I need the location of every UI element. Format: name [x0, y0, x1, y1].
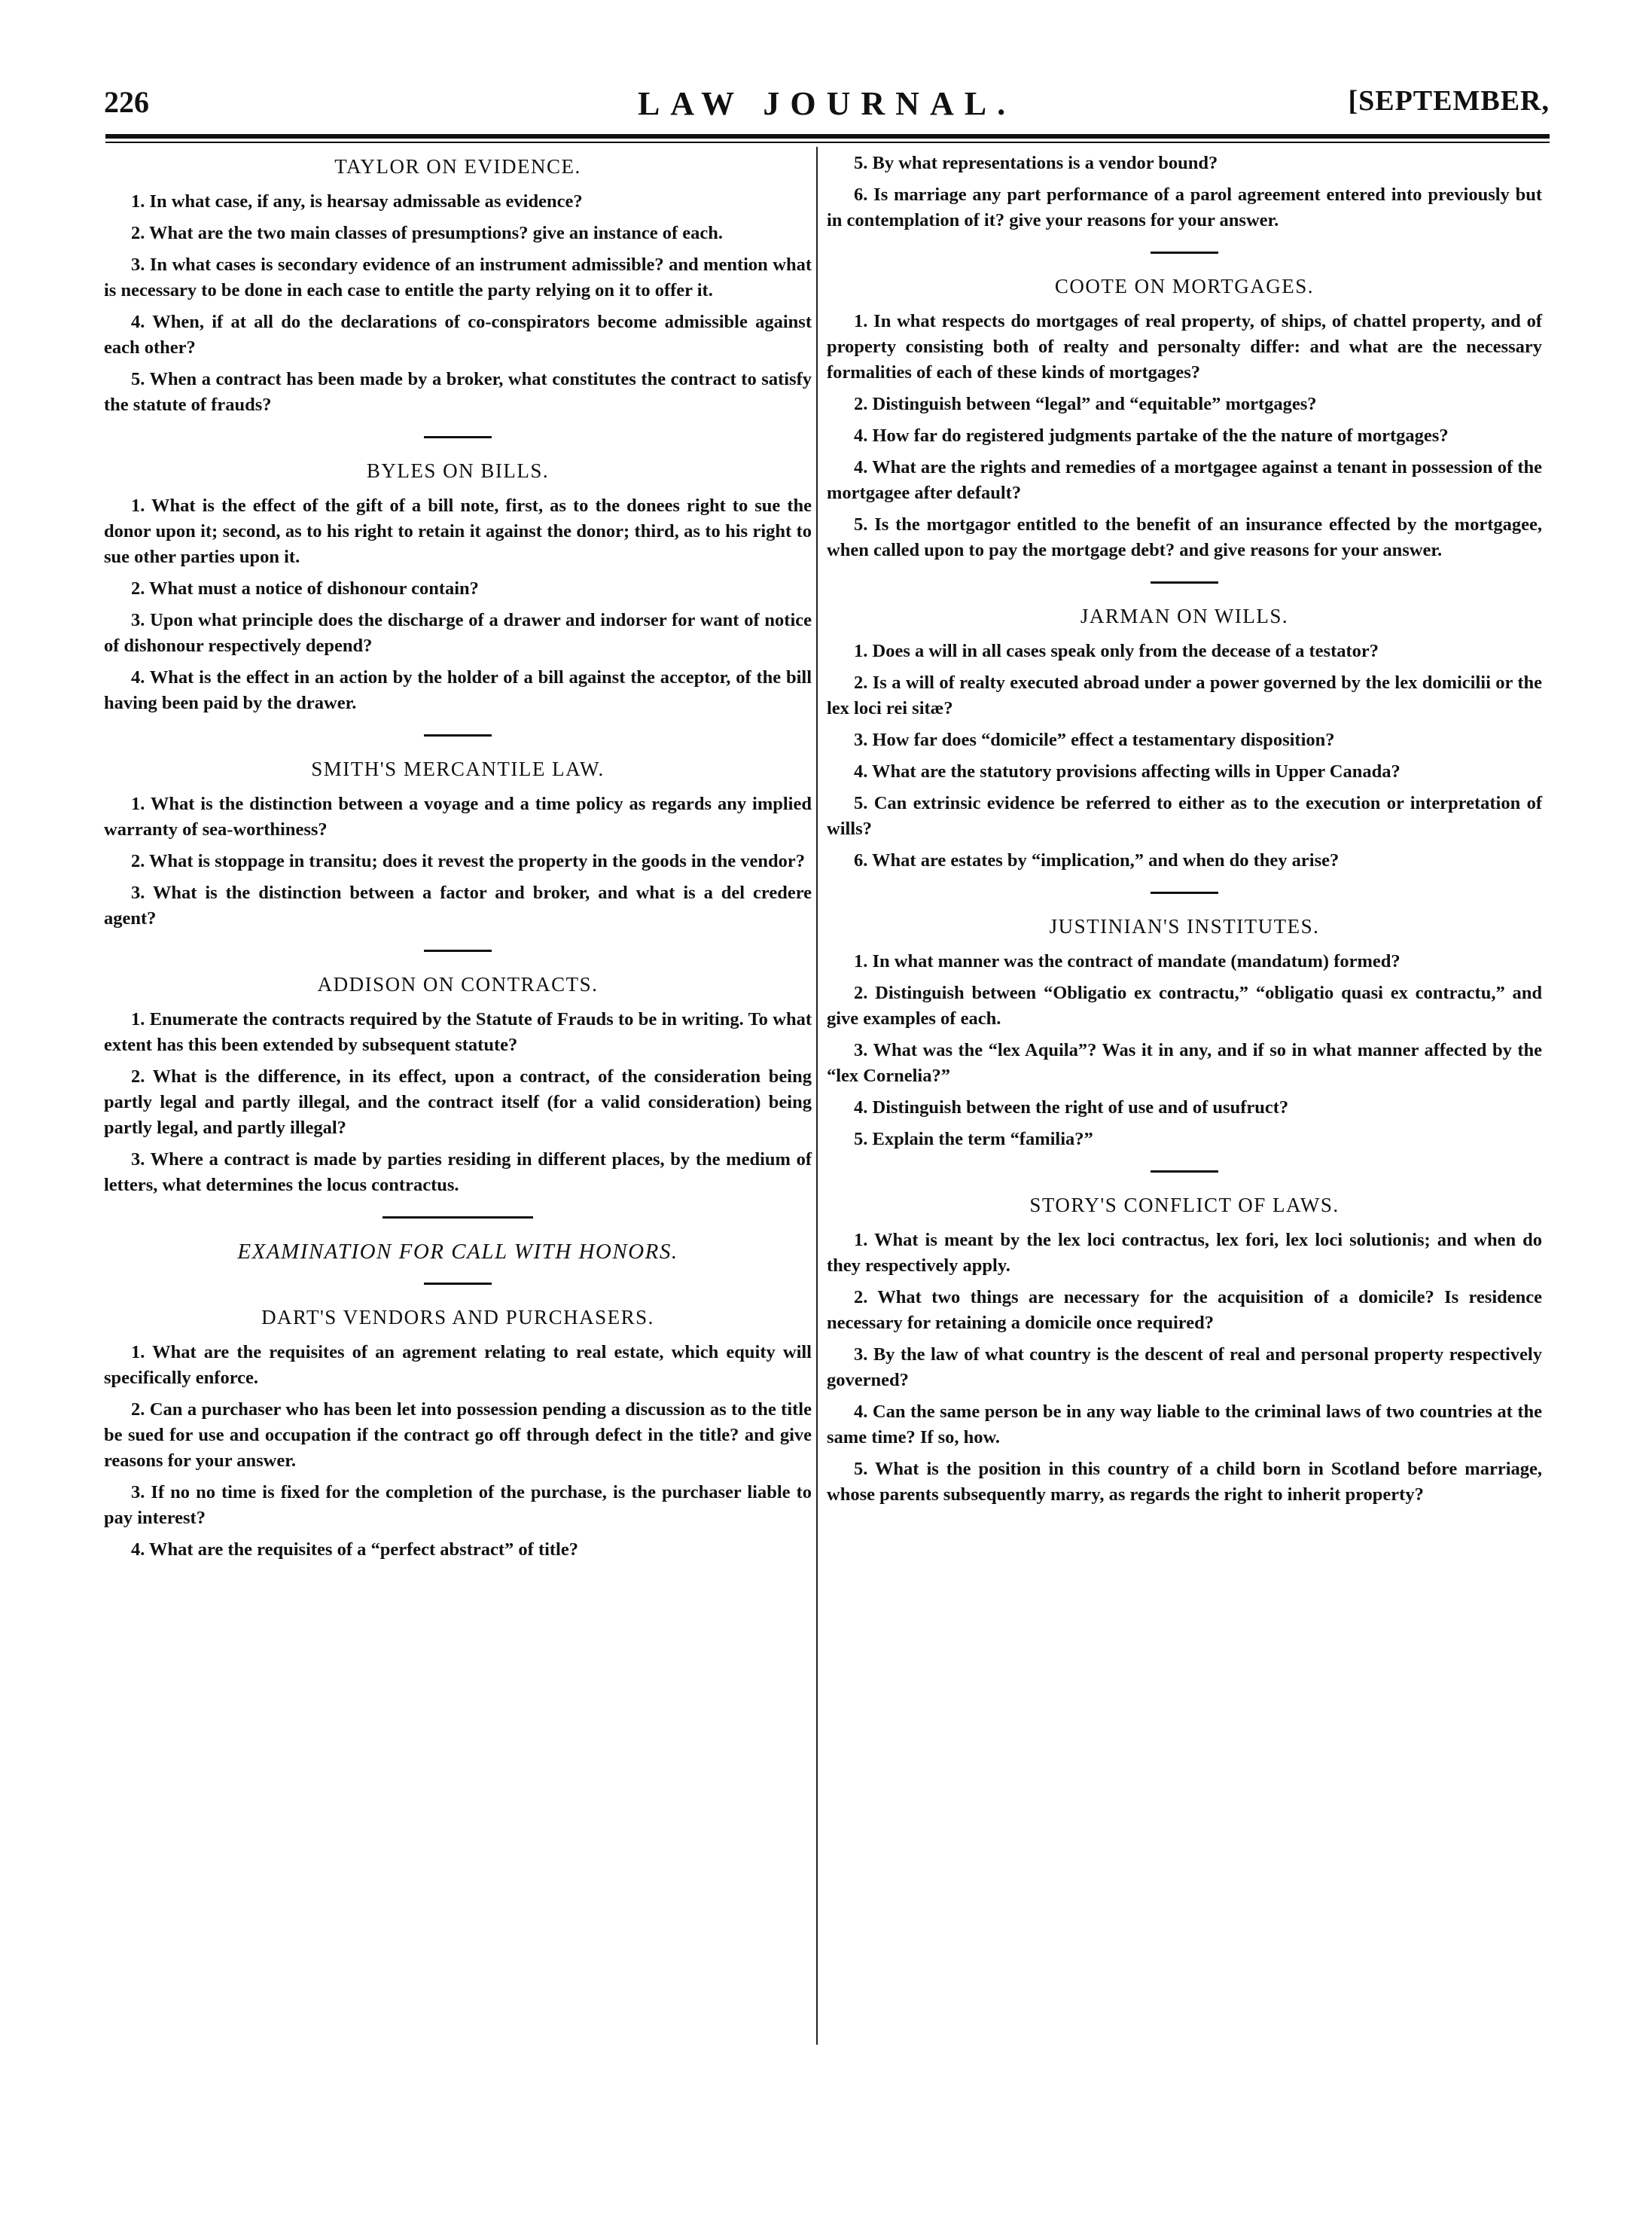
section-divider — [1151, 892, 1218, 894]
column-rule — [816, 147, 818, 2045]
exam-question: 4. What are the statutory provisions affecting wills in Upper Canada? — [854, 761, 1401, 782]
exam-question: 1. What is the distinction between a voyage and a time policy as regards any implied warranty of sea-worthiness? — [104, 794, 812, 840]
exam-question: 3. If no no time is fixed for the completion of the purchase, is the purchaser liable to pay interest? — [104, 1482, 812, 1528]
section-title: COOTE ON MORTGAGES. — [1054, 275, 1315, 297]
section-title: TAYLOR ON EVIDENCE. — [334, 155, 581, 178]
exam-question: 2. Can a purchaser who has been let into possession pending a discussion as to the title be sued for use and occupation if the contract go off through defect in the title? and give reasons for your answer. — [104, 1399, 812, 1471]
exam-question: 6. What are estates by “implication,” and when do they arise? — [854, 850, 1340, 871]
section-divider — [424, 734, 492, 737]
section-examination-for-call-with-honors — [104, 1216, 812, 1264]
exam-question: 5. What is the position in this country of a child born in Scotland before marriage, whose parents subsequently marry, as regards the right to inherit property? — [827, 1459, 1542, 1505]
section-divider — [424, 1283, 492, 1285]
section-story-s-conflict-of-laws — [827, 1170, 1542, 1508]
section-divider — [1151, 1170, 1218, 1173]
exam-question: 1. In what respects do mortgages of real property, of ships, of chattel property, and of property consisting both of realty and personalty differ: and what are the necessary formalities of each of these kinds of mortgages? — [827, 311, 1542, 383]
section-taylor-on-evidence — [104, 155, 812, 418]
exam-question: 2. What is the difference, in its effect, upon a contract, of the consideration being partly legal and partly illegal, and the contract itself (for a valid consideration) being partly legal, and partly illegal? — [104, 1066, 812, 1138]
section-divider — [1151, 252, 1218, 254]
section-justinian-s-institutes — [827, 892, 1542, 1152]
exam-question: 2. What must a notice of dishonour contain? — [131, 578, 479, 599]
exam-question: 2. Distinguish between “Obligatio ex contractu,” “obligatio quasi ex contractu,” and give examples of each. — [827, 983, 1542, 1029]
exam-question: 5. By what representations is a vendor bound? — [854, 153, 1218, 173]
exam-question: 2. Is a will of realty executed abroad under a power governed by the lex domicilii or the lex loci rei sitæ? — [827, 673, 1542, 718]
section-title: JARMAN ON WILLS. — [1080, 605, 1289, 627]
exam-question: 2. What is stoppage in transitu; does it revest the property in the goods in the vendor? — [131, 851, 805, 871]
section-title: SMITH'S MERCANTILE LAW. — [311, 758, 605, 780]
exam-question: 4. What are the rights and remedies of a mortgagee against a tenant in possession of the mortgagee after default? — [827, 457, 1542, 503]
exam-question: 5. Is the mortgagor entitled to the benefit of an insurance effected by the mortgagee, when called upon to pay the mortgage debt? and give reasons for your answer. — [827, 514, 1542, 560]
exam-question: 1. In what case, if any, is hearsay admissable as evidence? — [131, 191, 583, 212]
exam-question: 4. How far do registered judgments partake of the the nature of mortgages? — [854, 426, 1449, 446]
exam-question: 3. What was the “lex Aquila”? Was it in any, and if so in what manner affected by the “lex Cornelia?” — [827, 1040, 1542, 1086]
section-dart-s-vendors-and-purchasers — [104, 1283, 812, 1563]
left-column — [104, 151, 812, 1569]
journal-title: LAW JOURNAL. — [637, 85, 1016, 122]
exam-question: 1. In what manner was the contract of mandate (mandatum) formed? — [854, 951, 1401, 972]
exam-question: 3. How far does “domicile” effect a testamentary disposition? — [854, 730, 1335, 750]
running-month: [SEPTEMBER, — [1348, 85, 1550, 117]
section-divider — [1151, 581, 1218, 584]
page-header — [104, 84, 1550, 130]
exam-question: 1. Does a will in all cases speak only from the decease of a testator? — [854, 641, 1379, 661]
section-title: ADDISON ON CONTRACTS. — [317, 973, 599, 996]
header-rule — [105, 134, 1550, 139]
exam-question: 2. What are the two main classes of presumptions? give an instance of each. — [131, 223, 724, 243]
section-title: DART'S VENDORS AND PURCHASERS. — [261, 1306, 654, 1328]
section-coote-on-mortgages — [827, 252, 1542, 563]
exam-question: 4. Can the same person be in any way liable to the criminal laws of two countries at the same time? If so, how. — [827, 1402, 1542, 1447]
section-divider — [424, 436, 492, 438]
exam-question: 4. What is the effect in an action by the holder of a bill against the acceptor, of the bill having been paid by the drawer. — [104, 667, 812, 713]
page-number: 226 — [104, 85, 149, 119]
exam-question: 4. What are the requisites of a “perfect abstract” of title? — [131, 1539, 578, 1560]
header-rule-thin — [105, 142, 1550, 143]
section-title: BYLES ON BILLS. — [366, 459, 550, 482]
exam-question: 1. What is meant by the lex loci contractus, lex fori, lex loci solutionis; and when do they respectively apply. — [827, 1230, 1542, 1276]
exam-question: 3. By the law of what country is the descent of real and personal property respectively governed? — [827, 1344, 1542, 1390]
exam-question: 1. What are the requisites of an agrement relating to real estate, which equity will specifically enforce. — [104, 1342, 812, 1388]
section-title: JUSTINIAN'S INSTITUTES. — [1049, 915, 1320, 938]
exam-question: 4. Distinguish between the right of use and of usufruct? — [854, 1097, 1289, 1118]
section-jarman-on-wills — [827, 581, 1542, 874]
exam-question: 3. Where a contract is made by parties residing in different places, by the medium of letters, what determines the locus contractus. — [104, 1149, 812, 1195]
exam-question: 1. What is the effect of the gift of a bill note, first, as to the donees right to sue the donor upon it; second, as to his right to retain it against the donor; third, as to his right to sue other parties upon it. — [104, 496, 812, 567]
exam-question: 1. Enumerate the contracts required by the Statute of Frauds to be in writing. To what extent has this been extended by subsequent statute? — [104, 1009, 812, 1055]
exam-question: 5. Explain the term “familia?” — [854, 1129, 1093, 1149]
section-title: EXAMINATION FOR CALL WITH HONORS. — [237, 1240, 678, 1264]
exam-question: 2. What two things are necessary for the acquisition of a domicile? Is residence necessary for retaining a domicile once required? — [827, 1287, 1542, 1333]
section-divider — [424, 950, 492, 952]
exam-question: 3. Upon what principle does the discharge of a drawer and indorser for want of notice of dishonour respectively depend? — [104, 610, 812, 656]
section-title: STORY'S CONFLICT OF LAWS. — [1029, 1194, 1340, 1216]
section-smith-s-mercantile-law — [104, 734, 812, 932]
section-byles-on-bills — [104, 436, 812, 716]
right-column — [827, 151, 1542, 1514]
section-addison-on-contracts — [104, 950, 812, 1198]
exam-question: 2. Distinguish between “legal” and “equitable” mortgages? — [854, 394, 1317, 414]
section-continued — [827, 151, 1542, 233]
section-divider — [383, 1216, 533, 1219]
exam-question: 3. In what cases is secondary evidence of an instrument admissible? and mention what is necessary to be done in each case to entitle the party relying on it to offer it. — [104, 255, 812, 300]
exam-question: 5. Can extrinsic evidence be referred to either as to the execution or interpretation of wills? — [827, 793, 1542, 839]
exam-question: 6. Is marriage any part performance of a parol agreement entered into previously but in contemplation of it? give your reasons for your answer. — [827, 185, 1542, 230]
exam-question: 5. When a contract has been made by a broker, what constitutes the contract to satisfy the statute of frauds? — [104, 369, 812, 415]
exam-question: 3. What is the distinction between a factor and broker, and what is a del credere agent? — [104, 883, 812, 929]
exam-question: 4. When, if at all do the declarations of co-conspirators become admissible against each other? — [104, 312, 812, 358]
